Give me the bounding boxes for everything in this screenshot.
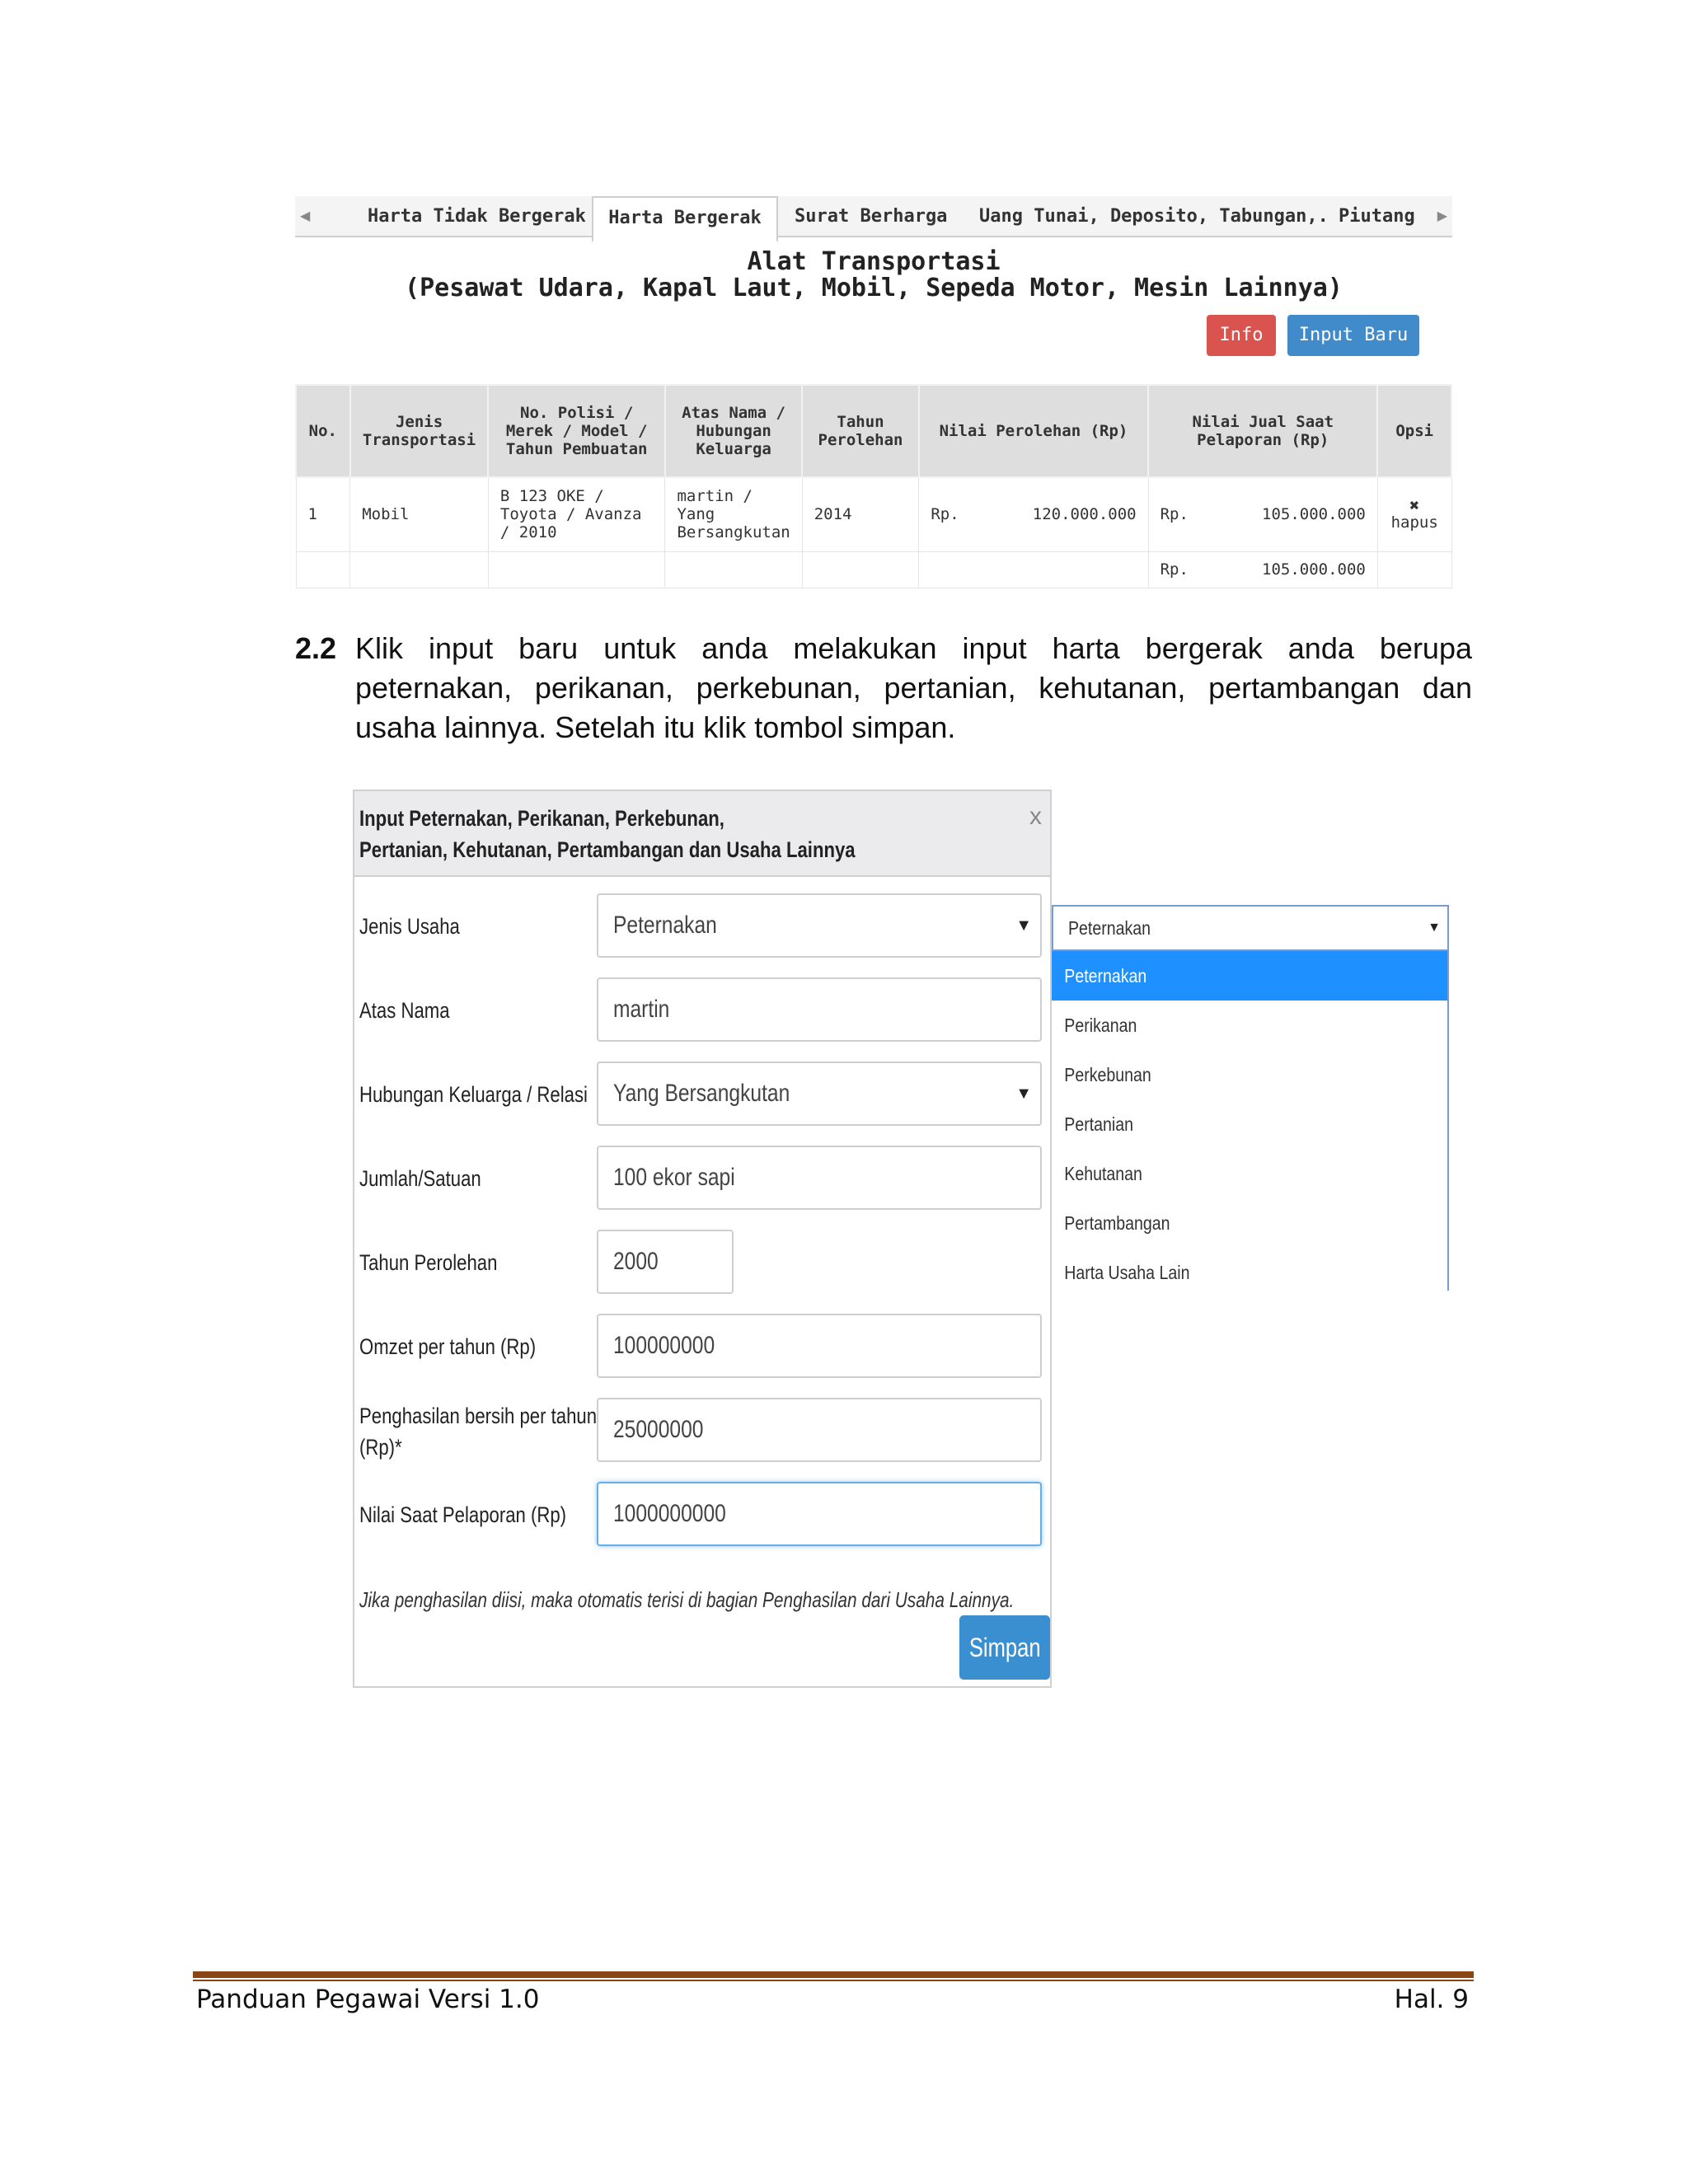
modal-title-line-2: Pertanian, Kehutanan, Pertambangan dan Usaha Lainnya xyxy=(359,837,856,862)
omzet-input[interactable] xyxy=(597,1314,1042,1378)
tab-surat-berharga[interactable]: Surat Berharga xyxy=(795,206,948,227)
header-opsi: Opsi xyxy=(1377,385,1451,477)
nilai-pelaporan-input[interactable] xyxy=(597,1482,1042,1546)
dropdown-select[interactable] xyxy=(1052,905,1449,951)
cell-polisi: B 123 OKE / Toyota / Avanza / 2010 xyxy=(488,477,665,551)
jual-value: 105.000.000 xyxy=(1262,505,1366,524)
table-total-row xyxy=(296,551,1451,588)
dropdown-option[interactable]: Harta Usaha Lain xyxy=(1064,1262,1190,1283)
header-nilai-perolehan: Nilai Perolehan (Rp) xyxy=(919,385,1148,477)
dropdown-selected-value: Peternakan xyxy=(1068,917,1151,939)
header-polisi: No. Polisi / Merek / Model / Tahun Pembuatan xyxy=(488,385,665,477)
tab-harta-bergerak[interactable]: Harta Bergerak xyxy=(592,196,778,242)
label-atas-nama: Atas Nama xyxy=(359,998,450,1023)
jumlah-input[interactable] xyxy=(597,1146,1042,1210)
tab-harta-tidak-bergerak[interactable]: Harta Tidak Bergerak xyxy=(368,206,586,227)
header-atas-nama: Atas Nama / Hubungan Keluarga xyxy=(665,385,802,477)
jual-prefix: Rp. xyxy=(1160,505,1189,524)
tab-scroll-left-icon[interactable]: ◀ xyxy=(300,209,311,223)
cell-nilai-perolehan xyxy=(919,477,1148,551)
cell-no: 1 xyxy=(296,477,350,551)
dropdown-option[interactable]: Kehutanan xyxy=(1064,1163,1142,1184)
header-no: No. xyxy=(296,385,350,477)
label-omzet: Omzet per tahun (Rp) xyxy=(359,1334,537,1359)
hubungan-value: Yang Bersangkutan xyxy=(613,1080,790,1107)
tab-scroll-right-icon[interactable]: ▶ xyxy=(1437,209,1447,223)
section-subtitle: (Pesawat Udara, Kapal Laut, Mobil, Sepeda Motor, Mesin Lainnya) xyxy=(405,274,1343,302)
nilai-pelaporan-value: 1000000000 xyxy=(613,1500,726,1527)
dropdown-option[interactable]: Perikanan xyxy=(1064,1015,1137,1036)
close-icon[interactable]: x xyxy=(1029,803,1042,830)
instruction-line-2: peternakan, perikanan, perkebunan, pertanian, kehutanan, pertambangan dan xyxy=(355,671,1472,705)
cell-atas-nama: martin / Yang Bersangkutan xyxy=(665,477,802,551)
tahun-perolehan-input[interactable] xyxy=(597,1230,734,1294)
form-note: Jika penghasilan diisi, maka otomatis terisi di bagian Penghasilan dari Usaha Lainnya. xyxy=(359,1587,1015,1612)
simpan-label: Simpan xyxy=(968,1633,1041,1662)
omzet-value: 100000000 xyxy=(613,1332,715,1359)
info-button[interactable]: Info xyxy=(1207,315,1276,356)
tab-piutang[interactable]: Piutang xyxy=(1339,206,1415,227)
table-header-row xyxy=(296,385,1451,477)
total-prefix: Rp. xyxy=(1160,560,1189,579)
hapus-button[interactable] xyxy=(1377,477,1451,551)
footer-divider xyxy=(193,1971,1474,1978)
cell-jenis: Mobil xyxy=(350,477,489,551)
penghasilan-value: 25000000 xyxy=(613,1416,704,1443)
jenis-usaha-dropdown xyxy=(1052,905,1449,1291)
chevron-down-icon: ▼ xyxy=(1015,1085,1032,1103)
chevron-down-icon: ▼ xyxy=(1015,916,1032,935)
jenis-usaha-value: Peternakan xyxy=(613,912,717,939)
simpan-button[interactable] xyxy=(959,1615,1050,1680)
table-row xyxy=(296,477,1451,551)
modal-header xyxy=(354,791,1050,877)
jenis-usaha-select[interactable] xyxy=(597,893,1042,958)
page-number: Hal. 9 xyxy=(1394,1985,1469,2014)
label-nilai-pelaporan: Nilai Saat Pelaporan (Rp) xyxy=(359,1502,567,1527)
input-modal xyxy=(353,790,1052,1688)
footer-divider-thin xyxy=(193,1980,1474,1981)
total-value: 105.000.000 xyxy=(1262,560,1366,579)
chevron-down-icon: ▼ xyxy=(1428,921,1441,935)
label-jumlah: Jumlah/Satuan xyxy=(359,1166,481,1191)
header-nilai-jual: Nilai Jual Saat Pelaporan (Rp) xyxy=(1148,385,1377,477)
label-hubungan: Hubungan Keluarga / Relasi xyxy=(359,1082,588,1107)
tahun-perolehan-value: 2000 xyxy=(613,1248,659,1275)
dropdown-option[interactable]: Pertanian xyxy=(1064,1113,1133,1135)
cell-nilai-jual xyxy=(1148,477,1377,551)
penghasilan-input[interactable] xyxy=(597,1398,1042,1462)
asset-table xyxy=(295,384,1452,588)
cell-total-jual xyxy=(1148,551,1377,588)
dropdown-option[interactable]: Peternakan xyxy=(1052,951,1447,1001)
dropdown-option[interactable]: Pertambangan xyxy=(1064,1212,1170,1234)
instruction-line-3: usaha lainnya. Setelah itu klik tombol simpan. xyxy=(355,710,956,744)
step-number: 2.2 xyxy=(295,631,337,665)
atas-nama-value: martin xyxy=(613,996,670,1023)
nilai-prefix: Rp. xyxy=(931,505,959,524)
hubungan-select[interactable] xyxy=(597,1062,1042,1126)
label-tahun-perolehan: Tahun Perolehan xyxy=(359,1250,498,1275)
nilai-value: 120.000.000 xyxy=(1032,505,1137,524)
tab-uang-tunai[interactable]: Uang Tunai, Deposito, Tabungan,. xyxy=(979,206,1329,227)
header-jenis: Jenis Transportasi xyxy=(350,385,489,477)
jumlah-value: 100 ekor sapi xyxy=(613,1164,735,1191)
dropdown-option[interactable]: Perkebunan xyxy=(1064,1064,1151,1085)
instruction-line-1: Klik input baru untuk anda melakukan input harta bergerak anda berupa xyxy=(355,631,1472,665)
footer-title: Panduan Pegawai Versi 1.0 xyxy=(196,1985,540,2014)
delete-icon[interactable]: ✖ xyxy=(1409,495,1420,516)
atas-nama-input[interactable] xyxy=(597,977,1042,1042)
section-title: Alat Transportasi xyxy=(747,247,1001,276)
label-penghasilan-line-2: (Rp)* xyxy=(359,1435,402,1460)
tab-bar xyxy=(295,196,1452,237)
label-penghasilan-line-1: Penghasilan bersih per tahun xyxy=(359,1404,598,1428)
label-jenis-usaha: Jenis Usaha xyxy=(359,914,460,939)
cell-tahun: 2014 xyxy=(802,477,919,551)
header-tahun: Tahun Perolehan xyxy=(802,385,919,477)
hapus-label[interactable]: hapus xyxy=(1390,513,1438,532)
modal-title-line-1: Input Peternakan, Perikanan, Perkebunan, xyxy=(359,806,724,831)
input-baru-button[interactable]: Input Baru xyxy=(1287,315,1419,356)
